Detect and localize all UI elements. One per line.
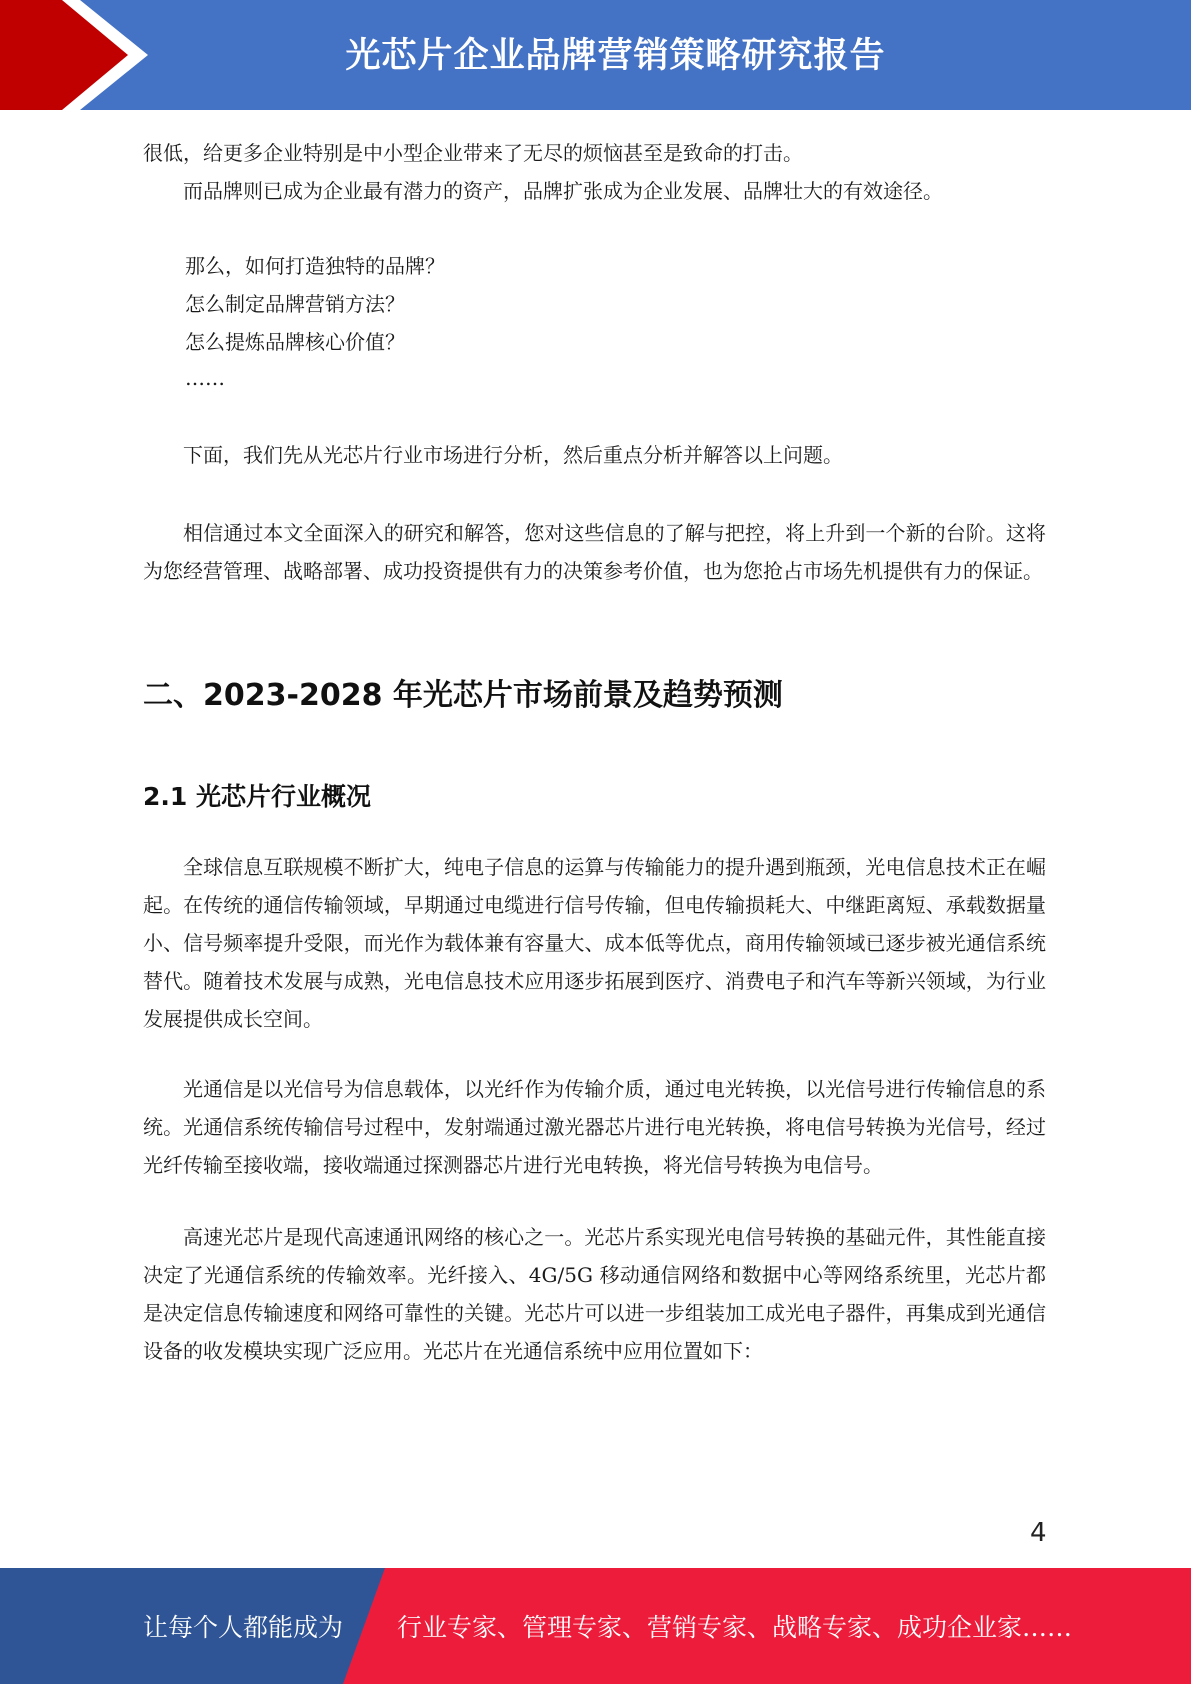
section-heading: 二、2023-2028 年光芯片市场前景及趋势预测: [143, 678, 783, 713]
question-line: 那么，如何打造独特的品牌？: [185, 254, 445, 278]
ellipsis-line: ……: [185, 366, 225, 390]
paragraph: 很低，给更多企业特别是中小型企业带来了无尽的烦恼甚至是致命的打击。: [143, 141, 803, 165]
paragraph: 下面，我们先从光芯片行业市场进行分析，然后重点分析并解答以上问题。: [183, 443, 843, 467]
paragraph: 相信通过本文全面深入的研究和解答，您对这些信息的了解与把控，将上升到一个新的台阶。这将为您经营管理、战略部署、成功投资提供有力的决策参考价值，也为您抢占市场先机提供有力的保证。: [143, 521, 1046, 583]
page-footer: [0, 1568, 1191, 1684]
question-line: 怎么提炼品牌核心价值？: [185, 330, 405, 354]
report-title: 光芯片企业品牌营销策略研究报告: [345, 36, 886, 76]
paragraph: 而品牌则已成为企业最有潜力的资产，品牌扩张成为企业发展、品牌壮大的有效途径。: [183, 179, 943, 203]
page-header: [0, 0, 1191, 110]
footer-slogan-right: 行业专家、管理专家、营销专家、战略专家、成功企业家……: [397, 1613, 1073, 1642]
page-number: 4: [1030, 1518, 1047, 1548]
footer-slogan-left: 让每个人都能成为: [143, 1613, 344, 1642]
paragraph: 高速光芯片是现代高速通讯网络的核心之一。光芯片系实现光电信号转换的基础元件，其性能直接决定了光通信系统的传输效率。光纤接入、4G/5G 移动通信网络和数据中心等网络系统里，光芯片都是决定信息传输速度和网络可靠性的关键。光芯片可以进一步组装加工成光电子器件，再集成到光通信设备的收发模块实现广泛应用。光芯片在光通信系统中应用位置如下：: [143, 1225, 1046, 1363]
question-line: 怎么制定品牌营销方法？: [185, 292, 405, 316]
paragraph: 光通信是以光信号为信息载体，以光纤作为传输介质，通过电光转换，以光信号进行传输信息的系统。光通信系统传输信号过程中，发射端通过激光器芯片进行电光转换，将电信号转换为光信号，经过光纤传输至接收端，接收端通过探测器芯片进行光电转换，将光信号转换为电信号。: [143, 1077, 1046, 1177]
subsection-heading: 2.1 光芯片行业概况: [143, 782, 371, 811]
paragraph: 全球信息互联规模不断扩大，纯电子信息的运算与传输能力的提升遇到瓶颈，光电信息技术正在崛起。在传统的通信传输领域，早期通过电缆进行信号传输，但电传输损耗大、中继距离短、承载数据量小、信号频率提升受限，而光作为载体兼有容量大、成本低等优点，商用传输领域已逐步被光通信系统替代。随着技术发展与成熟，光电信息技术应用逐步拓展到医疗、消费电子和汽车等新兴领域，为行业发展提供成长空间。: [143, 855, 1046, 1031]
